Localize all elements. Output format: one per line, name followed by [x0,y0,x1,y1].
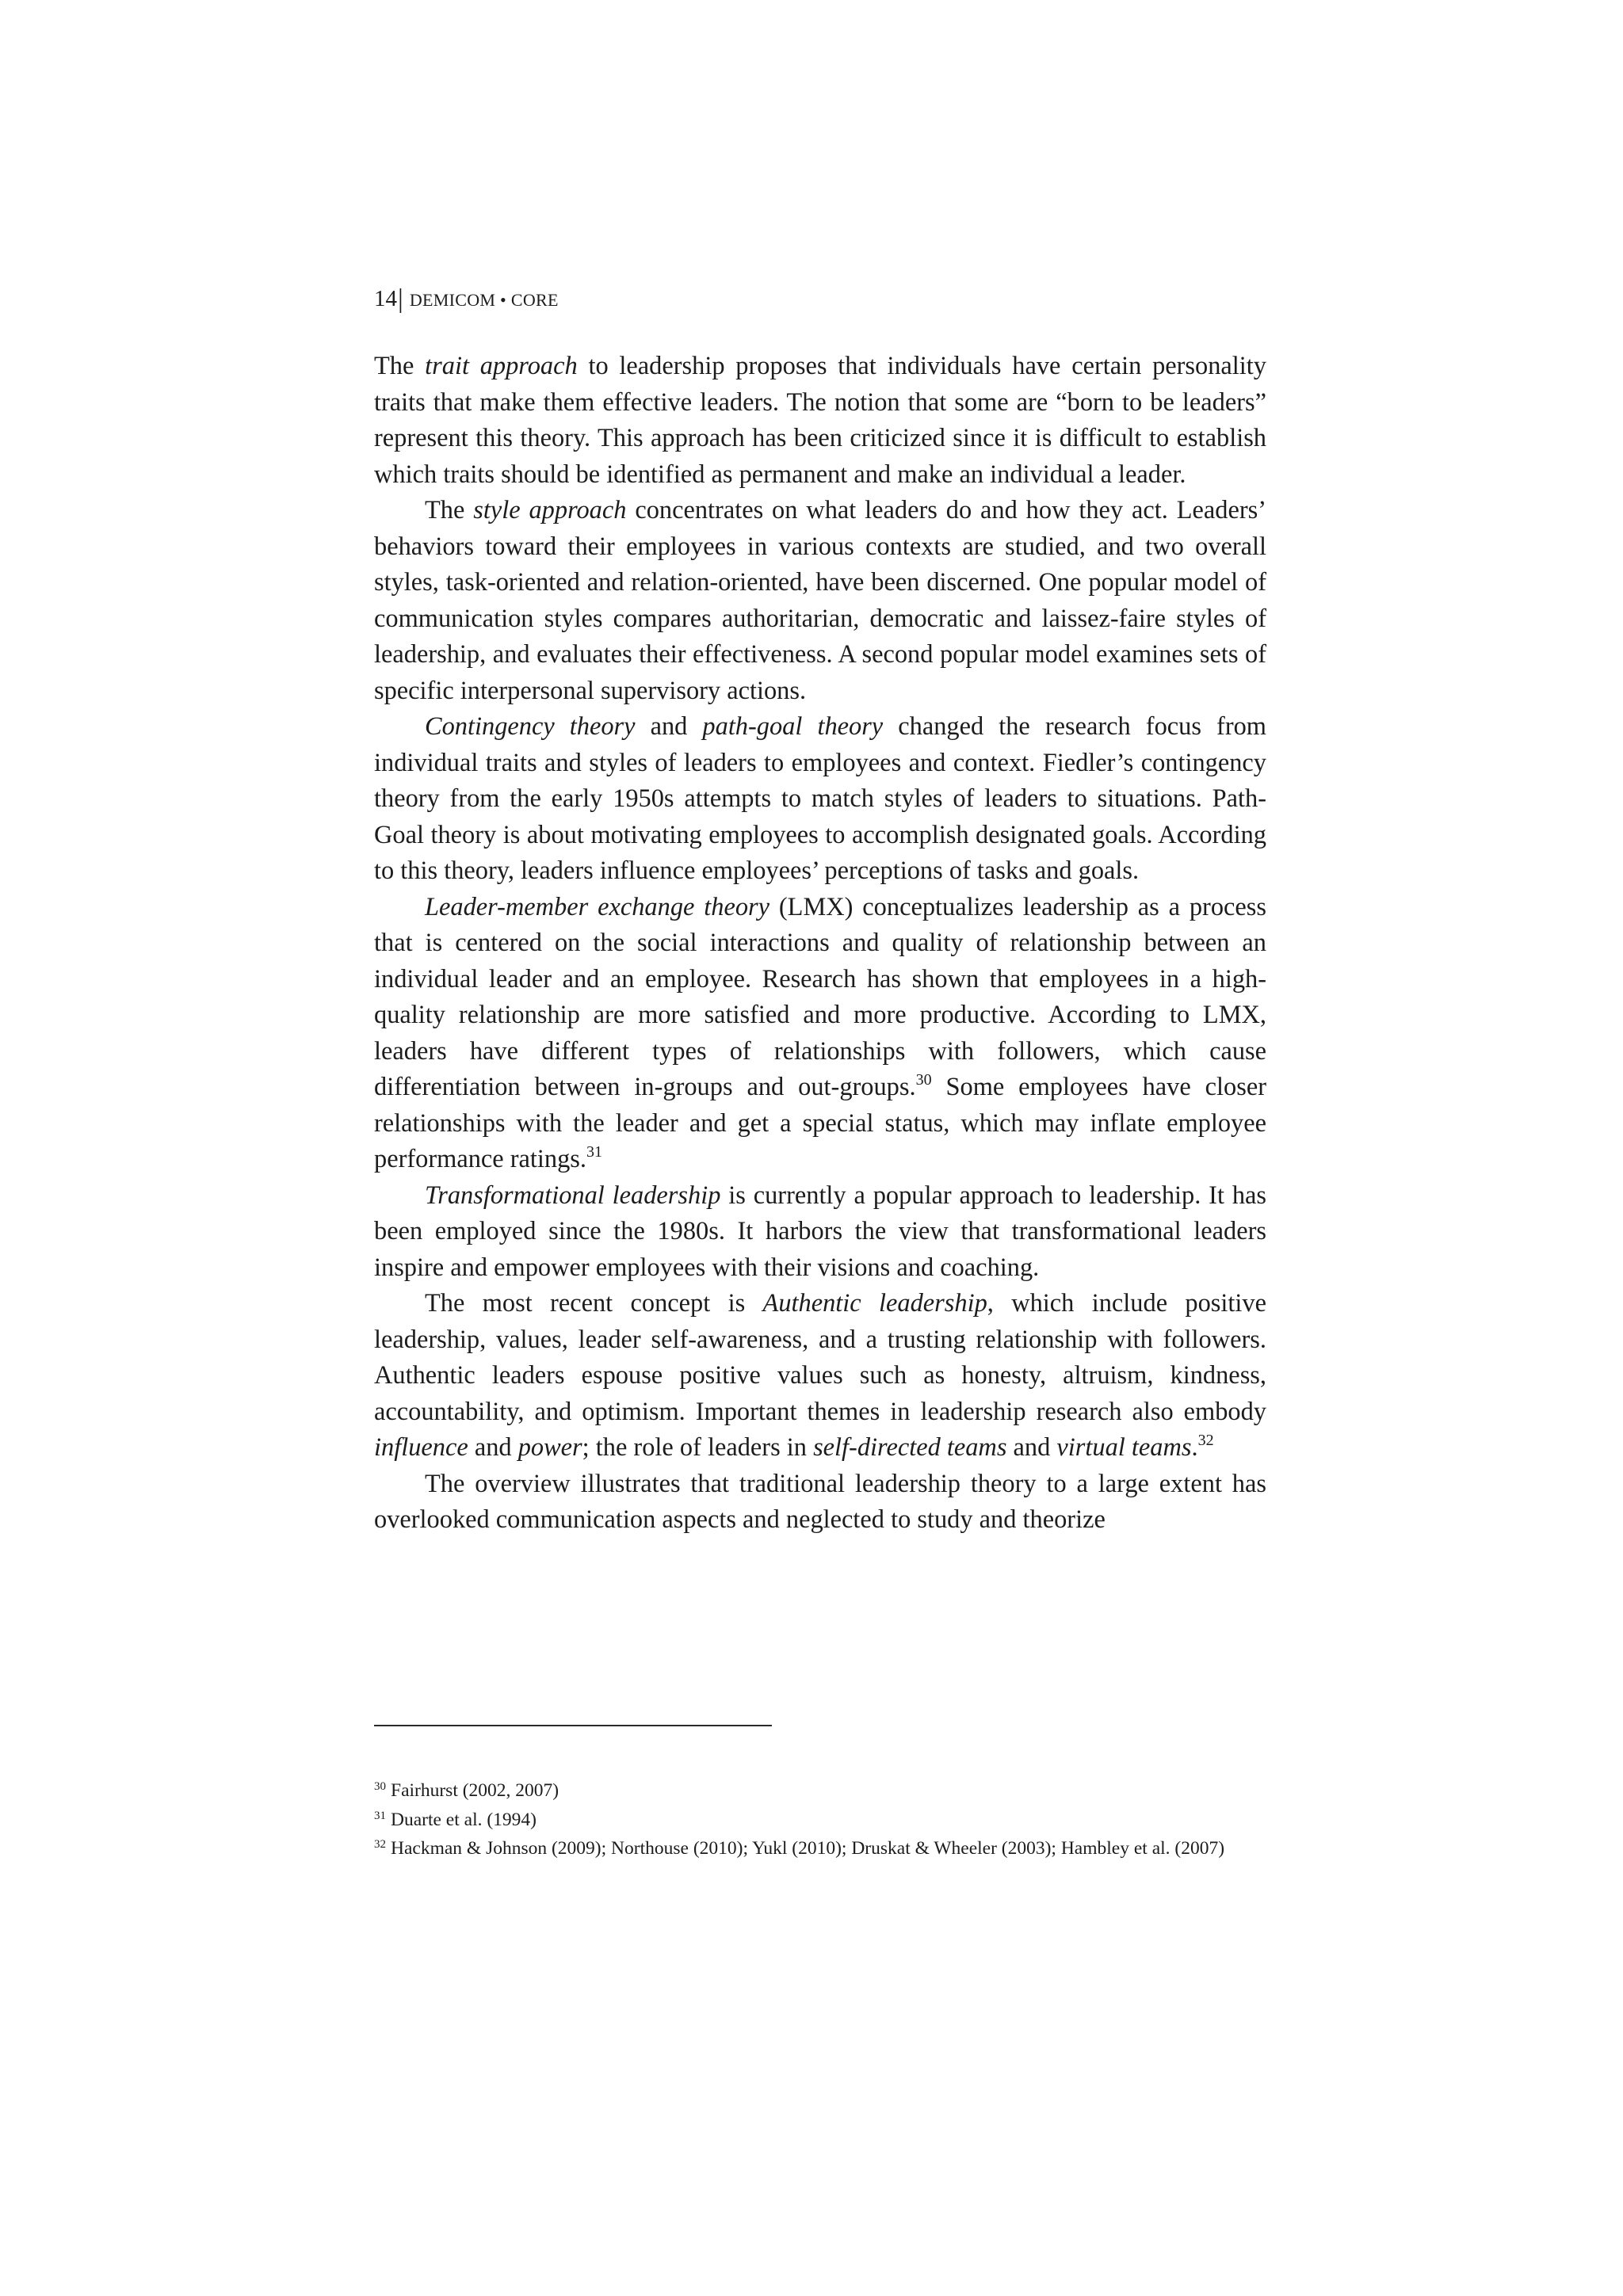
paragraph-trait-approach [374,349,1266,493]
text-run: . [1191,1433,1198,1462]
italic-term: path-goal theory [702,712,884,741]
italic-term: Contingency theory [425,712,636,741]
footnote [374,1807,1266,1836]
footnote-text: Duarte et al. (1994) [391,1809,537,1830]
footnote-ref: 31 [586,1143,602,1161]
italic-term: style approach [473,496,627,524]
text-run: to leadership proposes that individuals have certain personality traits that make them effective leaders. The notion that some are “born to be leaders” represent this theory. This approach has been criticized since it is difficult to establish which traits should be identified as permanent and make an individual a leader. [374,352,1266,489]
footnote [374,1836,1266,1865]
text-run: and [635,712,703,741]
footnotes [374,1778,1266,1865]
footnote-number: 30 [374,1780,386,1793]
text-run: changed the research focus from individual traits and styles of leaders to employees and context. Fiedler’s contingency theory from the early 1950s attempts to match styles of leaders to situations. Path-Goal theory is about motivating employees to accomplish designated goals. According to this theory, leaders influence employees’ perceptions of tasks and goals. [374,712,1266,885]
text-run: The overview illustrates that traditional leadership theory to a large extent has overlooked communication aspects and neglected to study and theorize [374,1469,1266,1534]
text-run: The [374,352,426,380]
text-run: Some employees have closer relationships with the leader and get a special status, which may inflate employee performance ratings. [374,1073,1266,1173]
text-run: concentrates on what leaders do and how they act. Leaders’ behaviors toward their employees in various contexts are studied, and two overall styles, task-oriented and relation-oriented, have been discerned. One popular model of communication styles compares authoritarian, democratic and laissez-faire styles of leadership, and evaluates their effectiveness. A second popular model examines sets of specific interpersonal supervisory actions. [374,496,1266,705]
text-run: is currently a popular approach to leadership. It has been employed since the 1980s. It harbors the view that transformational leaders inspire and empower employees with their visions and coaching. [374,1180,1266,1282]
footnote-number: 31 [374,1809,386,1822]
text-run: (LMX) conceptualizes leadership as a process that is centered on the social interactions and quality of relationship between an individual leader and an employee. Research has shown that employees in a high-quality relationship are more satisfied and more productive. According to LMX, leaders have different types of relationships with followers, which cause differentiation between in-groups and out-groups. [374,892,1267,1101]
text-run: and [1006,1433,1057,1462]
footnote-ref: 30 [915,1071,932,1089]
text-run: , which include positive leadership, values, leader self-awareness, and a trusting relationship with followers. Authentic leaders espouse positive values such as honesty, altruism, kindness, accountability, and optimism. Important themes in leadership research also embody [374,1289,1266,1426]
italic-term: Transformational leadership [425,1180,721,1210]
page-number: 14 [374,286,397,311]
body-text [374,349,1266,1539]
paragraph-authentic [374,1286,1266,1466]
footnote-divider [374,1725,772,1726]
italic-term: power [517,1433,582,1462]
footnote-ref: 32 [1197,1432,1214,1449]
text-run: The most recent concept is [425,1289,763,1318]
italic-term: influence [374,1433,468,1462]
italic-term: Leader-member exchange theory [425,892,770,921]
text-run: The [425,496,474,524]
paragraph-contingency-theory [374,709,1266,890]
italic-term: self-directed teams [813,1433,1007,1462]
paragraph-lmx [374,890,1266,1178]
footnote-text: Hackman & Johnson (2009); Northouse (2010); Yukl (2010); Druskat & Wheeler (2003); Hambley et al. (2007) [391,1838,1225,1859]
italic-term: virtual teams [1056,1433,1192,1462]
italic-term: Authentic leadership [762,1289,987,1318]
running-header [374,282,559,316]
running-title: DEMICOM • CORE [409,290,559,310]
paragraph-transformational [374,1178,1266,1287]
paragraph-style-approach [374,493,1266,709]
text-run: and [468,1433,518,1462]
footnote-text: Fairhurst (2002, 2007) [391,1780,559,1801]
footnote-number: 32 [374,1838,386,1852]
italic-term: trait approach [425,352,578,380]
text-run: ; the role of leaders in [582,1433,814,1462]
header-separator: | [398,284,403,314]
paragraph-overview [374,1466,1266,1539]
footnote [374,1778,1266,1807]
